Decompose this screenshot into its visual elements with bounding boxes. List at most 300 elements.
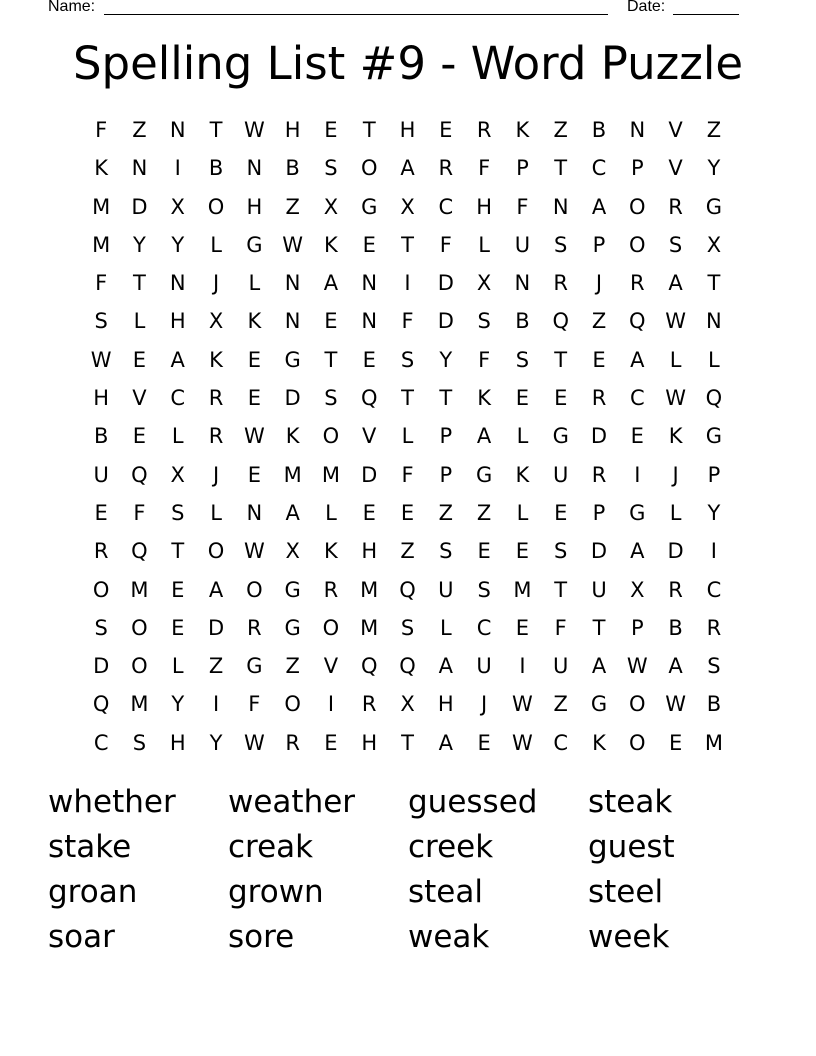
grid-letter[interactable]: H xyxy=(476,194,493,219)
grid-letter[interactable]: Z xyxy=(706,118,722,142)
grid-letter[interactable]: C xyxy=(629,386,645,411)
grid-letter[interactable]: X xyxy=(630,577,645,602)
grid-letter[interactable]: N xyxy=(246,500,263,525)
grid-letter[interactable]: Z xyxy=(591,309,607,334)
grid-letter[interactable]: J xyxy=(672,462,679,487)
word-bank-item: weather xyxy=(228,784,356,820)
grid-letter[interactable]: U xyxy=(476,654,492,679)
grid-letter[interactable]: U xyxy=(438,577,454,602)
grid-letter[interactable]: M xyxy=(704,730,723,755)
grid-letter[interactable]: E xyxy=(324,730,338,755)
grid-letter[interactable]: L xyxy=(669,500,682,525)
grid-letter[interactable]: A xyxy=(438,654,453,679)
grid-letter[interactable]: O xyxy=(207,539,225,564)
grid-letter[interactable]: V xyxy=(132,386,147,411)
grid-letter[interactable]: S xyxy=(324,156,338,181)
grid-letter[interactable]: S xyxy=(94,615,108,640)
grid-letter[interactable]: S xyxy=(171,500,185,525)
grid-letter[interactable]: W xyxy=(282,232,304,257)
grid-letter[interactable]: Y xyxy=(707,156,721,181)
grid-letter[interactable]: L xyxy=(248,271,261,296)
grid-letter[interactable]: T xyxy=(554,156,568,181)
grid-letter[interactable]: Z xyxy=(438,500,454,525)
grid-letter[interactable]: K xyxy=(668,424,683,449)
grid-letter[interactable]: M xyxy=(283,462,302,487)
grid-letter[interactable]: S xyxy=(324,386,338,411)
grid-letter[interactable]: E xyxy=(554,500,568,525)
grid-letter[interactable]: E xyxy=(247,347,261,372)
grid-letter[interactable]: W xyxy=(243,730,265,755)
grid-letter[interactable]: A xyxy=(323,271,339,296)
grid-letter[interactable]: X xyxy=(285,539,300,564)
grid-letter[interactable]: R xyxy=(93,539,109,564)
grid-letter[interactable]: K xyxy=(94,156,109,181)
grid-letter[interactable]: J xyxy=(595,271,603,296)
grid-letter[interactable]: O xyxy=(92,577,110,602)
grid-letter[interactable]: G xyxy=(284,615,301,640)
grid-letter[interactable]: H xyxy=(93,386,110,411)
grid-letter[interactable]: D xyxy=(207,615,225,640)
grid-letter[interactable]: Q xyxy=(360,386,378,411)
grid-letter[interactable]: T xyxy=(401,730,414,755)
grid-letter[interactable]: X xyxy=(706,232,722,257)
grid-letter[interactable]: C xyxy=(553,730,569,755)
grid-letter[interactable]: I xyxy=(174,156,181,181)
grid-letter[interactable]: T xyxy=(554,577,568,602)
grid-letter[interactable]: K xyxy=(515,118,530,142)
grid-letter[interactable]: F xyxy=(248,692,261,717)
grid-letter[interactable]: K xyxy=(477,386,491,411)
grid-letter[interactable]: B xyxy=(591,118,607,142)
grid-letter[interactable]: W xyxy=(665,309,686,334)
grid-letter[interactable]: X xyxy=(170,194,185,219)
grid-letter[interactable]: N xyxy=(169,271,186,296)
grid-letter[interactable]: S xyxy=(477,577,491,602)
grid-letter[interactable]: B xyxy=(668,615,683,640)
grid-letter[interactable]: E xyxy=(132,424,147,449)
grid-letter[interactable]: J xyxy=(212,462,220,487)
grid-letter[interactable]: R xyxy=(247,615,262,640)
grid-letter[interactable]: Z xyxy=(208,654,224,679)
grid-letter[interactable]: C xyxy=(476,615,492,640)
date-field[interactable] xyxy=(673,14,739,15)
grid-letter[interactable]: N xyxy=(514,271,531,296)
grid-letter[interactable]: R xyxy=(208,424,224,449)
grid-letter[interactable]: E xyxy=(439,118,453,142)
grid-letter[interactable]: T xyxy=(401,232,414,257)
grid-letter[interactable]: Z xyxy=(553,118,568,142)
grid-letter[interactable]: I xyxy=(327,692,335,717)
grid-letter[interactable]: W xyxy=(243,118,265,142)
name-field[interactable] xyxy=(104,14,608,15)
grid-letter[interactable]: N xyxy=(246,156,263,181)
grid-letter[interactable]: P xyxy=(592,232,606,257)
grid-letter[interactable]: S xyxy=(554,232,568,257)
grid-letter[interactable]: O xyxy=(322,424,340,449)
grid-letter[interactable]: M xyxy=(360,577,379,602)
grid-letter[interactable]: M xyxy=(360,615,379,640)
grid-letter[interactable]: Q xyxy=(629,309,646,334)
grid-letter[interactable]: I xyxy=(404,271,411,296)
grid-letter[interactable]: Q xyxy=(399,654,416,679)
grid-letter[interactable]: E xyxy=(247,462,261,487)
grid-letter[interactable]: O xyxy=(629,232,646,257)
grid-letter[interactable]: D xyxy=(590,424,608,449)
grid-letter[interactable]: T xyxy=(133,271,146,296)
grid-letter[interactable]: J xyxy=(481,692,488,717)
grid-letter[interactable]: T xyxy=(171,539,185,564)
grid-letter[interactable]: Z xyxy=(400,539,415,564)
grid-letter[interactable]: A xyxy=(668,654,683,679)
grid-letter[interactable]: M xyxy=(130,692,149,717)
grid-letter[interactable]: R xyxy=(438,156,454,181)
grid-letter[interactable]: Y xyxy=(171,232,185,257)
grid-letter[interactable]: R xyxy=(668,577,683,602)
grid-letter[interactable]: F xyxy=(478,156,491,181)
grid-letter[interactable]: D xyxy=(667,539,684,564)
grid-letter[interactable]: R xyxy=(668,194,683,219)
grid-letter[interactable]: X xyxy=(400,194,415,219)
grid-letter[interactable]: R xyxy=(591,462,607,487)
grid-letter[interactable]: Y xyxy=(209,730,223,755)
grid-letter[interactable]: G xyxy=(552,424,569,449)
grid-letter[interactable]: L xyxy=(133,309,146,334)
grid-letter[interactable]: Y xyxy=(171,692,185,717)
grid-letter[interactable]: G xyxy=(361,194,378,219)
grid-letter[interactable]: C xyxy=(93,730,109,755)
grid-letter[interactable]: Q xyxy=(360,654,378,679)
grid-letter[interactable]: H xyxy=(284,118,301,142)
grid-letter[interactable]: E xyxy=(477,539,491,564)
grid-letter[interactable]: G xyxy=(705,194,723,219)
grid-letter[interactable]: L xyxy=(401,424,414,449)
grid-letter[interactable]: R xyxy=(361,692,377,717)
grid-letter[interactable]: A xyxy=(170,347,185,372)
grid-letter[interactable]: W xyxy=(512,692,533,717)
grid-letter[interactable]: P xyxy=(630,615,644,640)
grid-letter[interactable]: S xyxy=(515,347,530,372)
grid-letter[interactable]: R xyxy=(706,615,722,640)
grid-letter[interactable]: D xyxy=(131,194,148,219)
grid-letter[interactable]: E xyxy=(630,424,644,449)
grid-letter[interactable]: Q xyxy=(92,692,110,717)
grid-letter[interactable]: Q xyxy=(552,309,569,334)
grid-letter[interactable]: R xyxy=(208,386,224,411)
grid-letter[interactable]: G xyxy=(246,654,263,679)
grid-letter[interactable]: L xyxy=(669,347,682,372)
grid-letter[interactable]: R xyxy=(553,271,568,296)
grid-letter[interactable]: S xyxy=(707,654,721,679)
grid-letter[interactable]: Z xyxy=(132,118,147,142)
grid-letter[interactable]: F xyxy=(401,462,414,487)
grid-letter[interactable]: P xyxy=(592,500,606,525)
grid-letter[interactable]: O xyxy=(284,692,301,717)
grid-letter[interactable]: G xyxy=(284,347,301,372)
word-bank-item: sore xyxy=(228,919,295,955)
grid-letter[interactable]: E xyxy=(171,615,185,640)
word-bank-item: grown xyxy=(228,874,324,910)
grid-letter[interactable]: L xyxy=(210,500,222,525)
grid-letter[interactable]: Y xyxy=(439,347,453,372)
grid-letter[interactable]: E xyxy=(324,309,338,334)
grid-letter[interactable]: N xyxy=(284,271,301,296)
grid-letter[interactable]: B xyxy=(706,692,722,717)
grid-letter[interactable]: M xyxy=(513,577,532,602)
page-title: Spelling List #9 - Word Puzzle xyxy=(72,37,744,90)
grid-letter[interactable]: G xyxy=(705,424,723,449)
grid-letter[interactable]: E xyxy=(592,347,606,372)
grid-letter[interactable]: G xyxy=(590,692,608,717)
grid-letter[interactable]: T xyxy=(209,118,223,142)
grid-letter[interactable]: S xyxy=(477,309,491,334)
grid-letter[interactable]: E xyxy=(362,500,376,525)
grid-letter[interactable]: P xyxy=(516,156,529,181)
grid-letter[interactable]: L xyxy=(325,500,337,525)
grid-letter[interactable]: M xyxy=(130,577,149,602)
grid-letter[interactable]: E xyxy=(400,500,415,525)
grid-letter[interactable]: N xyxy=(361,309,378,334)
grid-letter[interactable]: A xyxy=(591,654,607,679)
grid-letter[interactable]: O xyxy=(207,194,225,219)
grid-letter[interactable]: G xyxy=(284,577,301,602)
grid-letter[interactable]: V xyxy=(323,654,339,679)
grid-letter[interactable]: Y xyxy=(133,232,146,257)
grid-letter[interactable]: E xyxy=(515,615,530,640)
grid-letter[interactable]: A xyxy=(668,271,683,296)
grid-letter[interactable]: C xyxy=(170,386,186,411)
grid-letter[interactable]: F xyxy=(516,194,529,219)
grid-letter[interactable]: L xyxy=(708,347,720,372)
grid-letter[interactable]: E xyxy=(94,500,108,525)
grid-letter[interactable]: O xyxy=(322,615,340,640)
word-bank-item: steal xyxy=(408,874,483,910)
grid-letter[interactable]: N xyxy=(629,118,646,142)
grid-letter[interactable]: Q xyxy=(131,462,148,487)
grid-letter[interactable]: X xyxy=(476,271,492,296)
grid-letter[interactable]: N xyxy=(284,309,301,334)
grid-letter[interactable]: S xyxy=(400,615,415,640)
grid-letter[interactable]: A xyxy=(285,500,300,525)
grid-letter[interactable]: K xyxy=(247,309,262,334)
grid-letter[interactable]: B xyxy=(285,156,300,181)
grid-letter[interactable]: W xyxy=(512,730,533,755)
grid-letter[interactable]: T xyxy=(401,386,414,411)
grid-letter[interactable]: U xyxy=(93,462,109,487)
grid-letter[interactable]: P xyxy=(707,462,721,487)
grid-letter[interactable]: A xyxy=(400,156,415,181)
grid-letter[interactable]: V xyxy=(362,424,377,449)
grid-letter[interactable]: X xyxy=(208,309,224,334)
grid-letter[interactable]: H xyxy=(437,692,454,717)
grid-letter[interactable]: Z xyxy=(285,194,300,219)
grid-letter[interactable]: B xyxy=(515,309,530,334)
grid-letter[interactable]: X xyxy=(170,462,185,487)
grid-letter[interactable]: F xyxy=(554,615,567,640)
grid-letter[interactable]: A xyxy=(476,424,492,449)
grid-letter[interactable]: V xyxy=(668,118,683,142)
grid-letter[interactable]: L xyxy=(171,654,184,679)
grid-letter[interactable]: S xyxy=(439,539,453,564)
grid-letter[interactable]: H xyxy=(399,118,416,142)
grid-letter[interactable]: Z xyxy=(476,500,492,525)
grid-letter[interactable]: A xyxy=(591,194,607,219)
grid-letter[interactable]: L xyxy=(516,424,529,449)
grid-letter[interactable]: O xyxy=(131,654,148,679)
grid-letter[interactable]: W xyxy=(243,424,265,449)
grid-letter[interactable]: D xyxy=(437,271,454,296)
grid-letter[interactable]: W xyxy=(665,386,686,411)
grid-letter[interactable]: C xyxy=(706,577,722,602)
grid-letter[interactable]: H xyxy=(361,730,378,755)
grid-letter[interactable]: A xyxy=(208,577,224,602)
grid-letter[interactable]: F xyxy=(95,271,108,296)
grid-letter[interactable]: O xyxy=(629,692,646,717)
grid-letter[interactable]: A xyxy=(630,539,645,564)
grid-letter[interactable]: K xyxy=(515,462,530,487)
grid-letter[interactable]: I xyxy=(634,462,641,487)
grid-letter[interactable]: I xyxy=(710,539,717,564)
grid-letter[interactable]: W xyxy=(626,654,648,679)
grid-letter[interactable]: O xyxy=(131,615,148,640)
grid-letter[interactable]: E xyxy=(362,347,376,372)
grid-letter[interactable]: F xyxy=(401,309,414,334)
grid-letter[interactable]: E xyxy=(247,386,261,411)
grid-letter[interactable]: U xyxy=(553,654,569,679)
grid-letter[interactable]: P xyxy=(439,424,453,449)
grid-letter[interactable]: L xyxy=(439,615,452,640)
grid-letter[interactable]: U xyxy=(591,577,607,602)
grid-letter[interactable]: H xyxy=(169,309,186,334)
grid-letter[interactable]: Z xyxy=(285,654,300,679)
grid-letter[interactable]: O xyxy=(629,194,646,219)
grid-letter[interactable]: N xyxy=(706,309,722,334)
grid-letter[interactable]: K xyxy=(324,232,338,257)
grid-letter[interactable]: S xyxy=(668,232,683,257)
grid-letter[interactable]: E xyxy=(515,386,530,411)
grid-letter[interactable]: N xyxy=(131,156,148,181)
grid-letter[interactable]: D xyxy=(590,539,608,564)
grid-letter[interactable]: A xyxy=(630,347,645,372)
grid-letter[interactable]: N xyxy=(169,118,186,142)
word-bank-item: guessed xyxy=(408,784,538,820)
grid-letter[interactable]: F xyxy=(439,232,452,257)
grid-letter[interactable]: B xyxy=(208,156,224,181)
grid-letter[interactable]: B xyxy=(93,424,109,449)
grid-letter[interactable]: M xyxy=(321,462,340,487)
grid-letter[interactable]: T xyxy=(362,118,376,142)
grid-letter[interactable]: R xyxy=(285,730,300,755)
grid-letter[interactable]: E xyxy=(171,577,185,602)
grid-letter[interactable]: L xyxy=(210,232,222,257)
grid-letter[interactable]: R xyxy=(630,271,645,296)
grid-letter[interactable]: S xyxy=(94,309,108,334)
grid-letter[interactable]: E xyxy=(324,118,338,142)
grid-letter[interactable]: O xyxy=(629,730,646,755)
grid-letter[interactable]: T xyxy=(324,347,338,372)
grid-letter[interactable]: F xyxy=(133,500,146,525)
grid-letter[interactable]: W xyxy=(243,539,265,564)
grid-letter[interactable]: H xyxy=(361,539,378,564)
grid-letter[interactable]: L xyxy=(171,424,184,449)
grid-letter[interactable]: X xyxy=(400,692,415,717)
grid-letter[interactable]: E xyxy=(668,730,683,755)
word-bank-item: whether xyxy=(48,784,176,820)
grid-letter[interactable]: K xyxy=(209,347,223,372)
grid-letter[interactable]: S xyxy=(132,730,147,755)
grid-letter[interactable]: G xyxy=(246,232,263,257)
grid-letter[interactable]: D xyxy=(93,654,110,679)
grid-letter[interactable]: T xyxy=(592,615,606,640)
grid-letter[interactable]: E xyxy=(362,232,376,257)
grid-letter[interactable]: E xyxy=(515,539,530,564)
grid-letter[interactable]: L xyxy=(478,232,490,257)
grid-letter[interactable]: L xyxy=(516,500,529,525)
grid-letter[interactable]: H xyxy=(169,730,186,755)
grid-letter[interactable]: Q xyxy=(131,539,148,564)
grid-letter[interactable]: E xyxy=(554,386,568,411)
grid-letter[interactable]: H xyxy=(246,194,263,219)
grid-letter[interactable]: M xyxy=(92,232,111,257)
grid-letter[interactable]: G xyxy=(629,500,646,525)
grid-letter[interactable]: I xyxy=(519,654,526,679)
grid-letter[interactable]: S xyxy=(400,347,415,372)
header-line xyxy=(0,0,816,20)
grid-letter[interactable]: T xyxy=(554,347,568,372)
grid-letter[interactable]: N xyxy=(552,194,569,219)
grid-letter[interactable]: W xyxy=(665,692,686,717)
grid-letter[interactable]: E xyxy=(477,730,491,755)
grid-letter[interactable]: R xyxy=(476,118,492,142)
grid-letter[interactable]: D xyxy=(437,309,454,334)
grid-letter[interactable]: O xyxy=(246,577,263,602)
grid-letter[interactable]: T xyxy=(439,386,453,411)
grid-letter[interactable]: J xyxy=(212,271,220,296)
grid-letter[interactable]: Y xyxy=(707,500,721,525)
grid-letter[interactable]: V xyxy=(668,156,683,181)
grid-letter[interactable]: Q xyxy=(705,386,723,411)
grid-letter[interactable]: A xyxy=(438,730,453,755)
grid-letter[interactable]: K xyxy=(592,730,606,755)
grid-letter[interactable]: R xyxy=(323,577,339,602)
grid-letter[interactable]: Z xyxy=(553,692,568,717)
grid-letter[interactable]: R xyxy=(591,386,607,411)
grid-letter[interactable]: C xyxy=(438,194,454,219)
grid-letter[interactable]: M xyxy=(92,194,111,219)
grid-letter[interactable]: T xyxy=(707,271,721,296)
grid-letter[interactable]: Q xyxy=(399,577,416,602)
grid-letter[interactable]: P xyxy=(630,156,644,181)
grid-letter[interactable]: F xyxy=(95,118,108,142)
word-bank-item: steel xyxy=(588,874,664,910)
grid-letter[interactable]: F xyxy=(478,347,491,372)
grid-letter[interactable]: K xyxy=(324,539,338,564)
grid-letter[interactable]: X xyxy=(323,194,339,219)
grid-letter[interactable]: D xyxy=(284,386,301,411)
grid-letter[interactable]: U xyxy=(514,232,531,257)
grid-letter[interactable]: E xyxy=(132,347,147,372)
grid-letter[interactable]: W xyxy=(90,347,112,372)
grid-letter[interactable]: G xyxy=(475,462,493,487)
grid-letter[interactable]: C xyxy=(591,156,607,181)
grid-letter[interactable]: O xyxy=(360,156,378,181)
grid-letter[interactable]: S xyxy=(554,539,568,564)
grid-letter[interactable]: N xyxy=(361,271,378,296)
grid-letter[interactable]: U xyxy=(553,462,569,487)
grid-letter[interactable]: D xyxy=(361,462,378,487)
grid-letter[interactable]: I xyxy=(212,692,220,717)
grid-letter[interactable]: P xyxy=(439,462,453,487)
grid-letter[interactable]: K xyxy=(285,424,300,449)
